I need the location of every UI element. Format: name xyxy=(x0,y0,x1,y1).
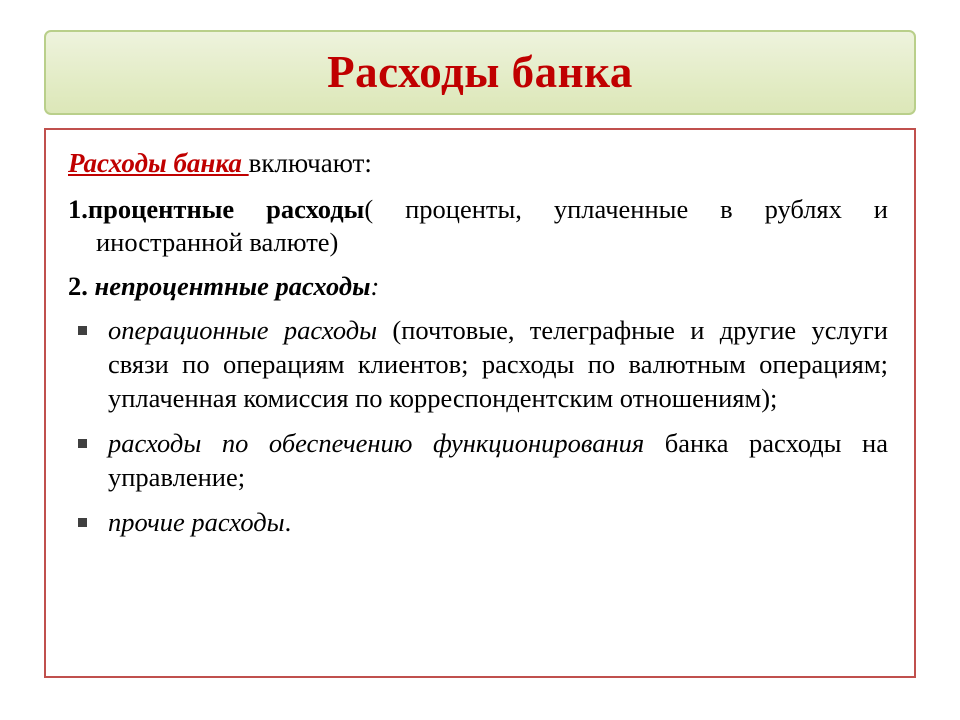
numbered-item-1-bold: процентные расходы xyxy=(87,193,365,224)
square-bullet-icon xyxy=(78,326,87,335)
list-item-rest: банка расходы на управление; xyxy=(108,427,888,492)
list-item xyxy=(68,314,888,416)
list-item-text xyxy=(108,506,888,540)
list-item-italic: операционные расходы xyxy=(108,315,378,346)
list-item-text xyxy=(108,427,888,495)
lead-highlight: Расходы банка xyxy=(68,148,249,178)
numbered-item-1 xyxy=(68,193,888,261)
numbered-item-2-number: 2. xyxy=(68,271,88,302)
lead-paragraph xyxy=(68,146,888,181)
slide-content-box xyxy=(44,128,916,678)
slide-title-box xyxy=(44,30,916,115)
lead-rest: включают: xyxy=(248,148,372,178)
list-item-italic: прочие расходы xyxy=(108,506,285,537)
list-item xyxy=(68,506,888,540)
numbered-item-2 xyxy=(68,270,888,304)
list-item-rest: (почтовые, телеграфные и другие услуги связи по операциям клиентов; расходы по валютным операциям; уплаченная комиссия по корреспондентским отношениям); xyxy=(108,315,888,414)
list-item-text xyxy=(108,314,888,416)
square-bullet-icon xyxy=(78,439,87,448)
numbered-item-2-rest: : xyxy=(370,271,380,302)
list-item xyxy=(68,427,888,495)
list-item-rest: . xyxy=(284,506,292,537)
numbered-item-1-number: 1. xyxy=(68,193,88,224)
numbered-item-2-bold: непроцентные расходы xyxy=(94,271,371,302)
list-item-italic: расходы по обеспечению функционирования xyxy=(108,427,645,458)
square-bullet-icon xyxy=(78,518,87,527)
numbered-item-1-rest: ( проценты, уплаченные в рублях и иностранной валюте) xyxy=(96,193,888,258)
page-title: Расходы банка xyxy=(327,46,633,97)
